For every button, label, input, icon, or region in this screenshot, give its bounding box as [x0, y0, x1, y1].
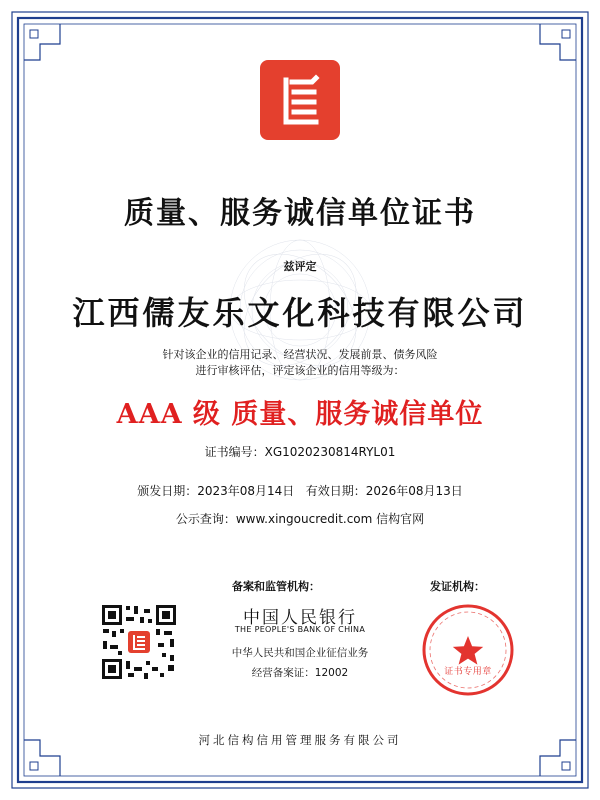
registration-authority-label: 备案和监管机构：: [232, 580, 320, 593]
pboc-registration-number: 经营备案证：12002: [251, 667, 349, 679]
issue-and-valid-dates: 颁发日期：2023年08月14日 有效日期：2026年08月13日: [137, 484, 463, 498]
public-query-text: 公示查询：www.xingoucredit.com 信构官网: [175, 512, 425, 526]
official-seal-icon: [418, 600, 518, 700]
certificate-title: 质量、服务诚信单位证书: [124, 196, 476, 231]
pboc-business-text: 中华人民共和国企业征信业务: [231, 647, 369, 659]
qr-code-icon: [100, 603, 178, 681]
issuer-company-footer: 河北信构信用管理服务有限公司: [198, 733, 402, 747]
credit-grade: AAA 级 质量、服务诚信单位: [116, 399, 484, 430]
description-line-1: 针对该企业的信用记录、经营状况、发展前景、债务风险: [162, 348, 438, 361]
certificate-number: 证书编号：XG1020230814RYL01: [204, 445, 396, 459]
assessed-by-text: 兹评定: [283, 260, 317, 273]
company-name: 江西儒友乐文化科技有限公司: [72, 294, 528, 332]
pboc-name-en: THE PEOPLE'S BANK OF CHINA: [234, 625, 366, 634]
description-line-2: 进行审核评估，评定该企业的信用等级为：: [195, 364, 405, 377]
seal-text: 证书专用章: [444, 667, 492, 677]
pboc-name-cn: 中国人民银行: [243, 608, 357, 628]
issuing-authority-label: 发证机构：: [430, 580, 485, 593]
xingou-logo-icon: [260, 60, 340, 140]
